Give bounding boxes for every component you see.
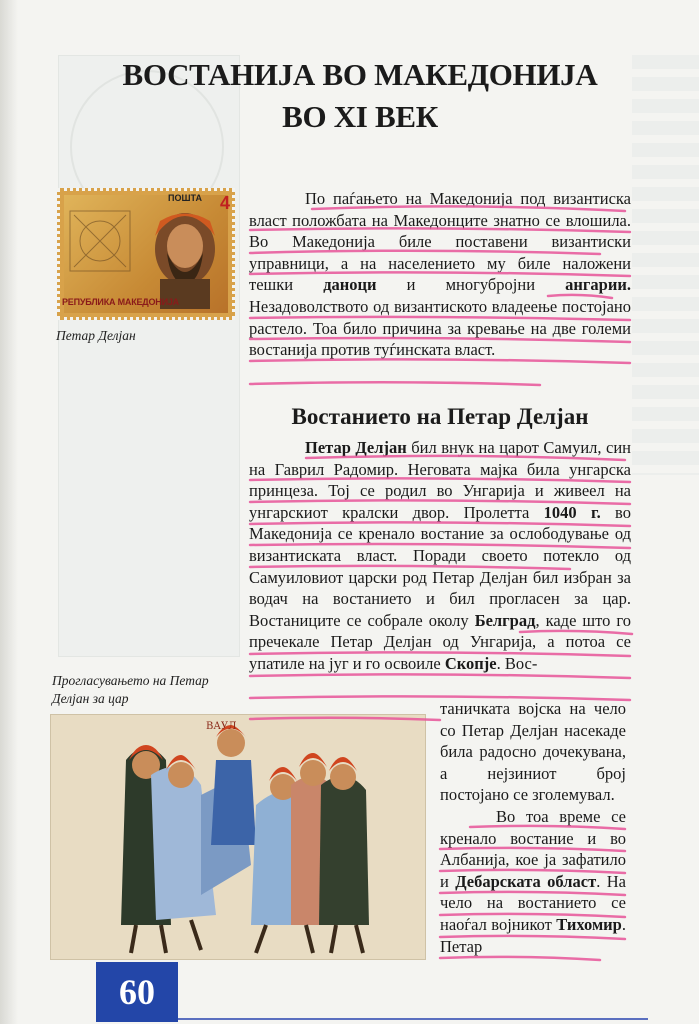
keyword-taxes: даноци — [323, 275, 377, 295]
bleed-through-text — [632, 55, 699, 475]
section-heading: Востанието на Петар Делјан — [291, 404, 589, 429]
svg-text:ВАУЛ: ВАУЛ — [206, 721, 237, 732]
stamp-value: 4 — [220, 193, 231, 213]
title-line-1: ВОСТАНИЈА ВО МАКЕДОНИЈА — [122, 57, 598, 92]
title-line-2: ВО XI ВЕК — [282, 99, 438, 134]
deljan-text-4: . Вос- — [496, 653, 538, 673]
intro-text-1: По паѓањето на Македонија под византиска власт положбата на Македонците знатно се влошила. Во Македонија биле поставени византиски управници, а на населението му биле наложени тешки — [249, 189, 631, 295]
keyword-debar-region: Дебарската област — [455, 871, 597, 891]
deljan-text-1: бил внук на царот Самуил, син на Гаврил Радомир. Неговата мајка била унгарска принцеза. Тој се родил во Унгарија и живеел на унгарскиот кралски двор. Пролетта — [249, 438, 631, 522]
keyword-year-1040: 1040 г. — [543, 502, 601, 522]
footer-rule — [178, 1018, 648, 1020]
intro-text-2: и многубројни — [376, 275, 566, 295]
keyword-corvee: ангарии. — [565, 275, 631, 295]
page-spine-shadow — [0, 0, 18, 1024]
keyword-skopje: Скопје — [444, 653, 497, 673]
intro-paragraph — [249, 188, 631, 361]
albania-text-2: . На чело на востанието се наоѓал војникот — [440, 871, 626, 934]
postage-stamp-image — [57, 188, 235, 320]
page-title — [100, 54, 620, 138]
coronation-figures-icon — [51, 715, 425, 959]
page-number: 60 — [96, 962, 178, 1022]
stamp-caption: Петар Делјан — [56, 328, 136, 343]
albania-text-3: . Петар — [440, 914, 626, 956]
deljan-text-3: , каде што го пречекале Петар Делјан од Унгарија, а потоа се упатиле на југ и го освоиле — [249, 610, 631, 673]
deljan-text-2: во Македонија се кренало востание за ослободување од византиската власт. Поради своето потекло од Самуиловиот царски род Петар Делјан бил избран за водач на востанието и бил прогласен за цар. Востаниците се собрале околу — [249, 502, 631, 630]
deljan-paragraph-continued: таничката војска на чело со Петар Делјан насекаде била радосно дочекувана, а нејзиниот број постојано се зголемувал. — [440, 699, 626, 805]
icon-caption: Прогласувањето на Петар Делјан за цар — [52, 673, 209, 706]
albania-paragraph — [440, 806, 626, 957]
keyword-petar-deljan: Петар Делјан — [305, 438, 407, 457]
albania-text-1: Во тоа време се кренало востание и во Албанија, кое ја зафатило и — [440, 807, 626, 891]
keyword-belgrade: Белград — [474, 610, 536, 630]
coronation-icon-image — [50, 714, 426, 960]
deljan-paragraph — [249, 437, 631, 675]
stamp-country-label: РЕПУБЛИКА МАКЕДОНИЈА — [62, 297, 179, 307]
stamp-post-label: ПОШТА — [168, 193, 202, 203]
intro-text-3: Незадоволството од византиското владеење постојано растело. Тоа било причина за кревање на две големи востанија против туѓинската власт. — [249, 296, 631, 360]
keyword-tihomir: Тихомир — [556, 914, 622, 934]
